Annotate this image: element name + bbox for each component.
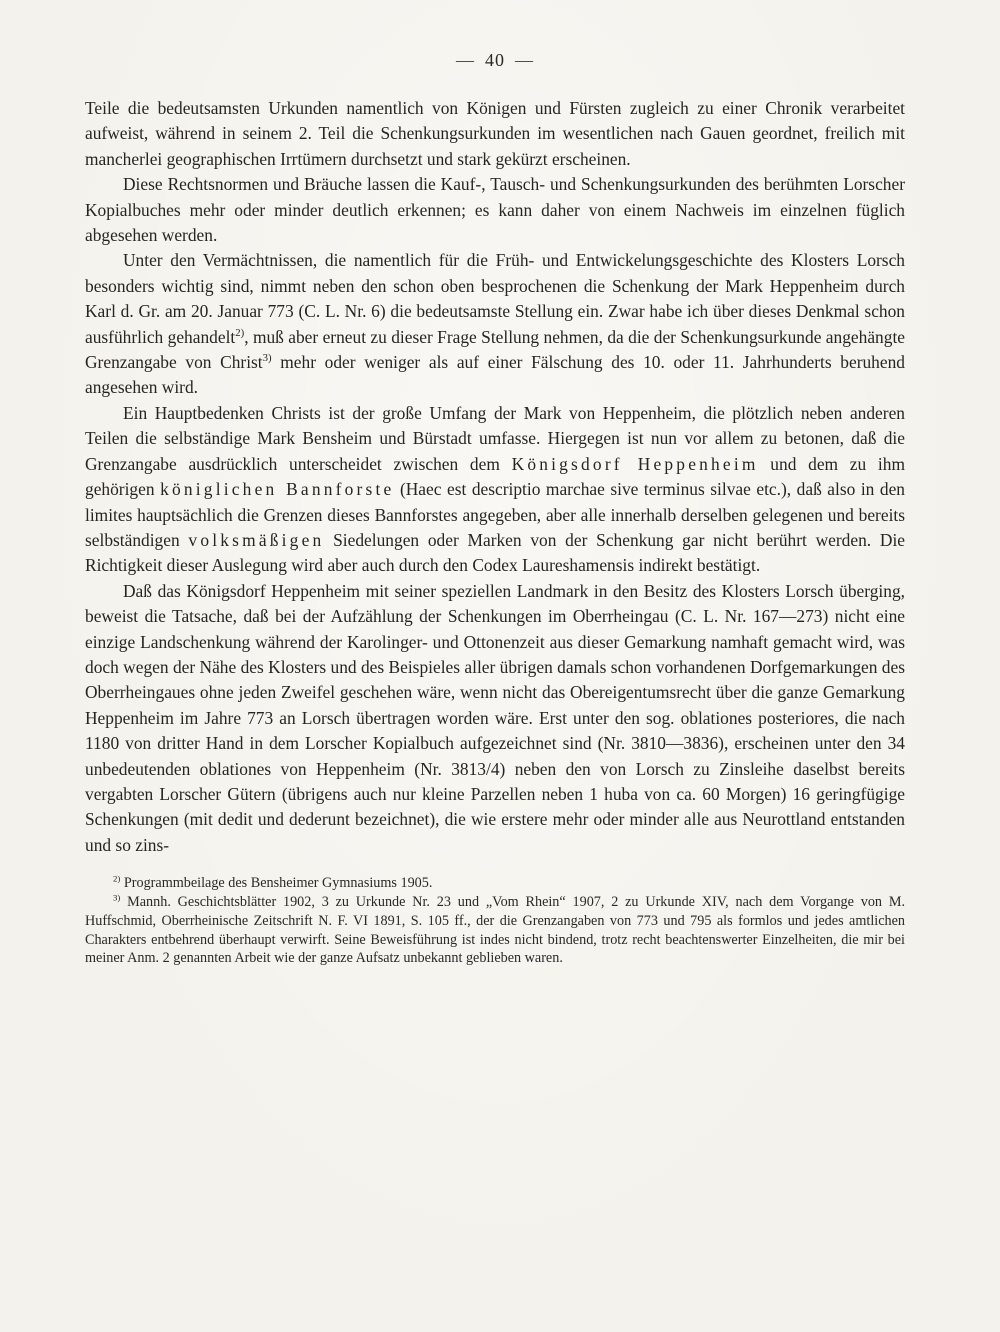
footnote-ref: 2) [113, 873, 121, 884]
text-run: Daß das Königsdorf Heppenheim mit seiner speziellen Landmark in den Besitz des Klosters Lorsch überging, beweist die Tatsache, daß bei der Aufzählung der Schenkungen im Oberrheingau (C. L. Nr. 167—273) nicht eine einzige Landschenkung während der Karolinger- und Ottonenzeit aus dieser Gemarkung namhaft gemacht wird, was doch wegen der Nähe des Klosters und des Beispieles aller übrigen damals schon vorhandenen Dorfgemarkungen des Oberrheingaues ohne jeden Zweifel geschehen wäre, wenn nicht das Obereigentumsrecht über die ganze Gemarkung Heppenheim im Jahre 773 an Lorsch übertragen worden wäre. Erst unter den sog. oblationes posteriores, die nach 1180 von dritter Hand in dem Lorscher Kopialbuch aufgezeichnet sind (Nr. 3810—3836), erscheinen unter den 34 unbedeutenden oblationes von Heppenheim (Nr. 3813/4) neben den von Lorsch zu Zinsleihe daselbst bereits vergabten Lorscher Gütern (übrigens auch nur kleine Parzellen neben 1 huba von ca. 60 Morgen) 16 geringfügige Schenkungen (mit dedit und dederunt bezeichnet), die wie erstere mehr oder minder alle aus Neurottland entstanden und so zins- [85, 580, 905, 855]
text-run: mehr oder weniger als auf einer Fälschung des 10. oder 11. Jahrhunderts beruhend angesehen wird. [85, 352, 905, 398]
paragraph [85, 579, 905, 858]
paragraphs [85, 96, 905, 858]
header-dash-right: — [515, 50, 534, 70]
emphasized-text: Königsdorf Heppenheim [511, 453, 759, 474]
page-header [85, 50, 905, 70]
text-run: Unter den Vermächtnissen, die namentlich für die Früh- und Entwickelungsgeschichte des Klosters Lorsch besonders wichtig sind, nimmt neben den schon oben besprochenen die Schenkung der Mark Heppenheim durch Karl d. Gr. am 20. Januar 773 (C. L. Nr. 6) die bedeutsamste Stellung ein. Zwar habe ich über dieses Denkmal schon ausführlich gehandelt [85, 250, 905, 347]
footnote-ref: 2) [235, 326, 245, 339]
text-run: Ein Hauptbedenken Christs ist der große Umfang der Mark von Heppenheim, die plötzlich neben anderen Teilen die selbständige Mark Bensheim und Bürstadt umfasse. Hiergegen ist nun vor allem zu betonen, daß die Grenzangabe ausdrücklich unterscheidet zwischen dem [85, 402, 905, 474]
text-run: (Haec est descriptio marchae sive terminus silvae etc.), daß also in den limites hauptsächlich die Grenzen dieses Bannforstes angegeben, aber alle innerhalb derselben gelegenen und bereits selbständigen [85, 479, 905, 550]
text-run: Siedelungen oder Marken von der Schenkung gar nicht berührt werden. Die Richtigkeit dieser Auslegung wird aber auch durch den Codex Laureshamensis indirekt bestätigt. [85, 529, 905, 576]
paragraph [85, 96, 905, 172]
text-run: Teile die bedeutsamsten Urkunden namentlich von Königen und Fürsten zugleich zu einer Chronik verarbeitet aufweist, während in seinem 2. Teil die Schenkungsurkunden im wesentlichen nach Gauen geordnet, freilich mit mancherlei geographischen Irrtümern durchsetzt und stark gekürzt erscheinen. [85, 98, 905, 169]
paragraph [85, 248, 905, 400]
footnote-ref: 3) [262, 352, 272, 365]
text-run: Mannh. Geschichtsblätter 1902, 3 zu Urkunde Nr. 23 und „Vom Rhein“ 1907, 2 zu Urkunde XIV, nach dem Vorgange von M. Huffschmid, Oberrheinische Zeitschrift N. F. VI 1891, S. 105 ff., der die Grenzangaben von 773 und 795 als formlos und jedes amtlichen Charakters entbehrend überhaupt verwirft. Seine Beweisführung ist indes nicht bindend, trotz recht beachtenswerter Einzelheiten, die mir bei meiner Anm. 2 genannten Arbeit wie der ganze Aufsatz unbekannt geblieben waren. [85, 893, 905, 967]
footnotes [85, 874, 905, 968]
header-dash-left: — [456, 50, 475, 70]
emphasized-text: königlichen Bannforste [160, 479, 395, 500]
page-number: 40 [485, 50, 505, 70]
paragraph [85, 172, 905, 248]
paragraph [85, 401, 905, 579]
footnote [85, 893, 905, 968]
text-run: Diese Rechtsnormen und Bräuche lassen die Kauf-, Tausch- und Schenkungsurkunden des berühmten Lorscher Kopialbuches mehr oder minder deutlich erkennen; es kann daher von einem Nachweis im einzelnen füglich abgesehen werden. [85, 174, 905, 246]
emphasized-text: volksmäßigen [188, 529, 325, 550]
text-run: und dem zu ihm gehörigen [85, 453, 905, 500]
text-run: , muß aber erneut zu dieser Frage Stellung nehmen, da die der Schenkungsurkunde angehängte Grenzangabe von Christ [85, 326, 905, 373]
text-run: Programmbeilage des Bensheimer Gymnasiums 1905. [120, 875, 433, 892]
footnote-ref: 3) [113, 892, 121, 903]
footnote [85, 874, 905, 893]
